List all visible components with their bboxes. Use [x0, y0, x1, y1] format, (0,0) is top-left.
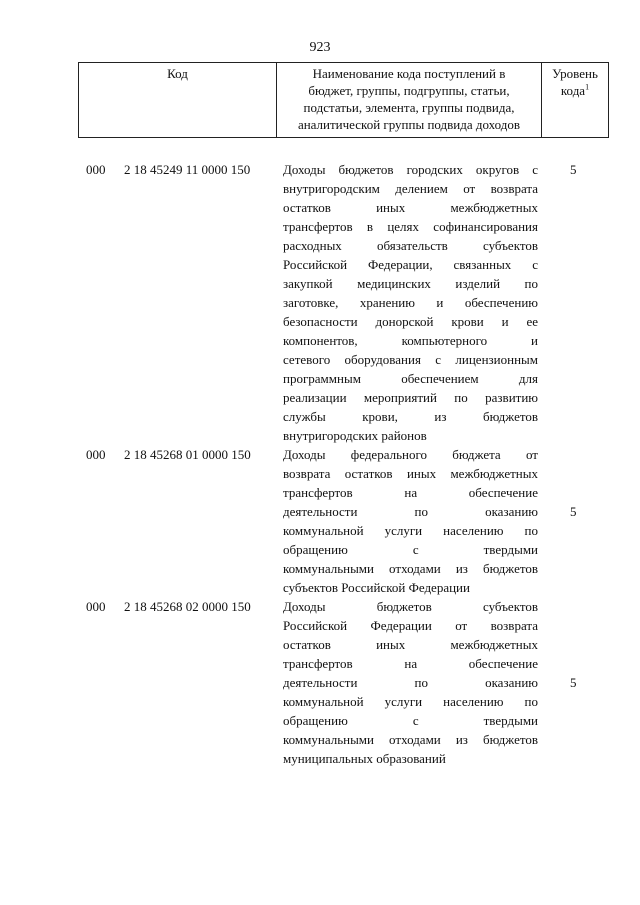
- description-line: коммунальными отходами из бюджетов: [283, 732, 538, 747]
- header-name-column: [277, 63, 542, 137]
- description-line: службы крови, из бюджетов: [283, 409, 538, 424]
- code-level: 5: [570, 675, 577, 690]
- description-line: трансфертов в целях софинансирования: [283, 219, 538, 234]
- description-line: внутригородских районов: [283, 428, 427, 443]
- header-level-column: [542, 63, 608, 137]
- header-name-line: подстатьи, элемента, группы подвида,: [303, 100, 515, 115]
- description-line: компонентов, компьютерного и: [283, 333, 538, 348]
- header-code-column: Код: [79, 63, 277, 137]
- description-line: деятельности по оказанию: [283, 675, 538, 690]
- header-level-word: кода: [560, 83, 586, 98]
- description-line: остатков иных межбюджетных: [283, 637, 538, 652]
- description-line: остатков иных межбюджетных: [283, 200, 538, 215]
- income-code: 2 18 45268 01 0000 150: [124, 447, 251, 462]
- income-code: 2 18 45268 02 0000 150: [124, 599, 251, 614]
- description-line: Доходы бюджетов субъектов: [283, 599, 538, 614]
- description-line: внутригородским делением от возврата: [283, 181, 538, 196]
- description-line: заготовке, хранению и обеспечению: [283, 295, 538, 310]
- description-line: Доходы федерального бюджета от: [283, 447, 538, 462]
- header-level-line: Уровень: [552, 66, 598, 81]
- income-description: [283, 445, 538, 597]
- income-description: [283, 597, 538, 768]
- admin-code: 000: [86, 162, 106, 177]
- admin-code: 000: [86, 599, 106, 614]
- description-line: Доходы бюджетов городских округов с: [283, 162, 538, 177]
- admin-code: 000: [86, 447, 106, 462]
- description-line: коммунальной услуги населению по: [283, 523, 538, 538]
- description-line: безопасности донорской крови и ее: [283, 314, 538, 329]
- table-row: [0, 445, 640, 597]
- description-line: Российской Федерации от возврата: [283, 618, 538, 633]
- description-line: Российской Федерации, связанных с: [283, 257, 538, 272]
- description-line: субъектов Российской Федерации: [283, 580, 470, 595]
- table-row: [0, 597, 640, 768]
- header-name-line: аналитической группы подвида доходов: [297, 117, 521, 132]
- table-body: [0, 160, 640, 768]
- description-line: расходных обязательств субъектов: [283, 238, 538, 253]
- code-level: 5: [570, 162, 577, 177]
- income-code: 2 18 45249 11 0000 150: [124, 162, 251, 177]
- footnote-mark: 1: [585, 82, 590, 92]
- description-line: коммунальными отходами из бюджетов: [283, 561, 538, 576]
- description-line: трансфертов на обеспечение: [283, 485, 538, 500]
- description-line: обращению с твердыми: [283, 713, 538, 728]
- header-name-line: Наименование кода поступлений в: [312, 66, 506, 81]
- table-row: [0, 160, 640, 445]
- description-line: реализации мероприятий по развитию: [283, 390, 538, 405]
- table-header: [78, 62, 609, 138]
- description-line: возврата остатков иных межбюджетных: [283, 466, 538, 481]
- description-line: сетевого оборудования с лицензионным: [283, 352, 538, 367]
- code-level: 5: [570, 504, 577, 519]
- income-description: [283, 160, 538, 445]
- description-line: программным обеспечением для: [283, 371, 538, 386]
- description-line: коммунальной услуги населению по: [283, 694, 538, 709]
- description-line: муниципальных образований: [283, 751, 446, 766]
- header-level-line: [542, 82, 608, 99]
- header-name-line: бюджет, группы, подгруппы, статьи,: [308, 83, 510, 98]
- description-line: трансфертов на обеспечение: [283, 656, 538, 671]
- description-line: обращению с твердыми: [283, 542, 538, 557]
- page-number: 923: [309, 40, 331, 55]
- description-line: деятельности по оказанию: [283, 504, 538, 519]
- description-line: закупкой медицинских изделий по: [283, 276, 538, 291]
